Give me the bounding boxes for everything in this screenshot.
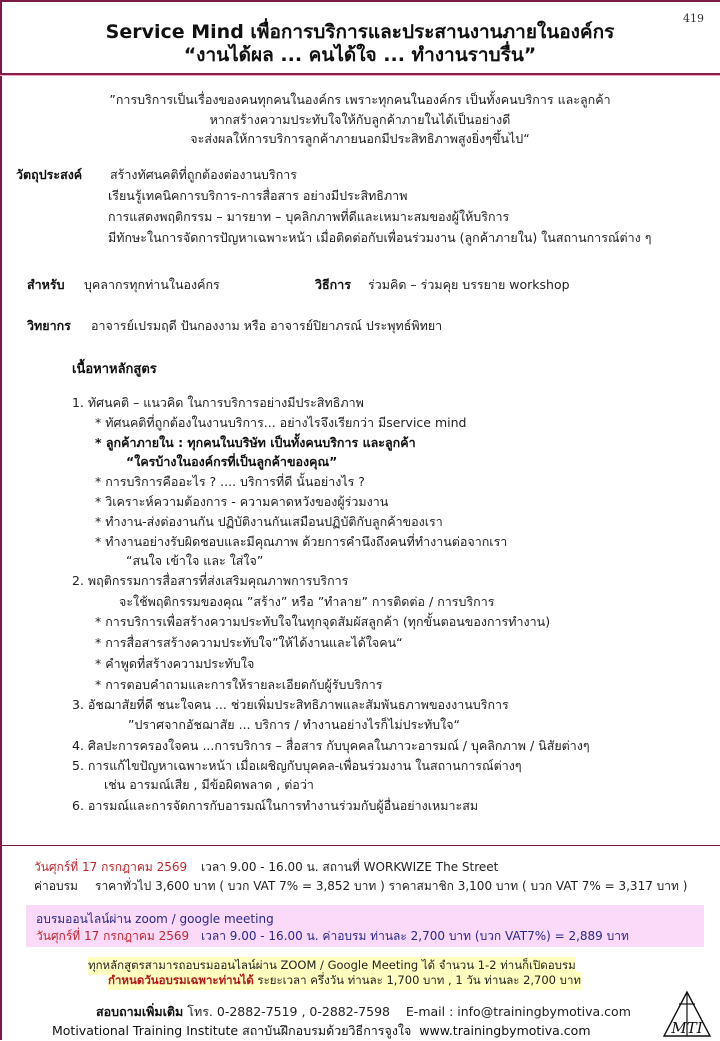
content-subitem: * ทัศนคติที่ถูกต้องในงานบริการ... อย่างไรจึงเรียกว่า มีservice mind bbox=[95, 415, 467, 430]
title-divider-accent bbox=[0, 75, 720, 76]
content-subitem: * การสื่อสารสร้างความประทับใจ”ให้ได้งานและได้ใจคน“ bbox=[95, 635, 403, 650]
method-label: วิธีการ bbox=[315, 277, 351, 292]
frame-top-border bbox=[0, 0, 720, 2]
content-subitem: * ทำงาน-ส่งต่องานกัน ปฏิบัติงานกันเสมือนปฏิบัติกับลูกค้าของเรา bbox=[95, 514, 443, 529]
online-details: เวลา 9.00 - 16.00 น. ค่าอบรม ท่านละ 2,700 บาท (บวก VAT7%) = 2,889 บาท bbox=[201, 929, 629, 943]
audience-value: บุคลากรทุกท่านในองค์กร bbox=[84, 277, 220, 292]
schedule-time-venue: เวลา 9.00 - 16.00 น. สถานที่ WORKWIZE The Street bbox=[201, 860, 499, 874]
schedule-date: วันศุกร์ที่ 17 กรกฎาคม 2569 bbox=[34, 860, 188, 874]
notice-rates: ระยะเวลา ครึ่งวัน ท่านละ 1,700 บาท , 1 วัน ท่านละ 2,700 บาท bbox=[253, 973, 581, 987]
content-heading: เนื้อหาหลักสูตร bbox=[72, 362, 157, 377]
quote-line-2: หากสร้างความประทับใจให้กับลูกค้าภายในได้เป็นอย่างดี bbox=[209, 112, 511, 127]
footer-contact bbox=[96, 1002, 631, 1022]
content-quote: ”ปราศจากอัชฌาสัย ... บริการ / ทำงานอย่างไรก็ไม่ประทับใจ“ bbox=[128, 717, 461, 732]
notice-highlight: กำหนดวันอบรมเฉพาะท่านได้ bbox=[108, 973, 254, 987]
content-quote: “ใครบ้างในองค์กรที่เป็นลูกค้าของคุณ” bbox=[126, 454, 338, 469]
objective-item: เรียนรู้เทคนิคการบริการ-การสื่อสาร อย่างมีประสิทธิภาพ bbox=[108, 188, 408, 203]
audience-label: สำหรับ bbox=[27, 277, 65, 292]
content-topic: 5. การแก้ไขปัญหาเฉพาะหน้า เมื่อเผชิญกับบุคคล-เพื่อนร่วมงาน ในสถานการณ์ต่างๆ bbox=[72, 758, 522, 773]
trainer-value: อาจารย์เปรมฤดี ปันกองงาม หรือ อาจารย์ปิยาภรณ์ ประพุทธ์พิทยา bbox=[91, 318, 443, 333]
page-number: 419 bbox=[683, 12, 704, 25]
contact-email[interactable]: E-mail : info@trainingbymotiva.com bbox=[405, 1004, 631, 1019]
page-subtitle: “งานได้ผล ... คนได้ใจ ... ทำงานราบรื่น” bbox=[183, 44, 537, 66]
page-title: Service Mind เพื่อการบริการและประสานงานภายในองค์กร bbox=[105, 21, 615, 43]
content-subitem: เช่น อารมณ์เสีย , มีข้อผิดพลาด , ต่อว่า bbox=[104, 777, 314, 792]
content-subitem: * การบริการคืออะไร ? .... บริการที่ดี นั้นอย่างไร ? bbox=[95, 474, 365, 489]
content-topic: 4. ศิลปะการครองใจคน ...การบริการ – สื่อสาร กับบุคคลในภาวะอารมณ์ / บุคลิกภาพ / นิสัยต่างๆ bbox=[72, 738, 590, 753]
objective-item: การแสดงพฤติกรรม – มารยาท – บุคลิกภาพที่ดีและเหมาะสมของผู้ให้บริการ bbox=[108, 209, 510, 224]
method-value: ร่วมคิด – ร่วมคุย บรรยาย workshop bbox=[368, 277, 570, 292]
quote-line-1: ”การบริการเป็นเรื่องของคนทุกคนในองค์กร เพราะทุกคนในองค์กร เป็นทั้งคนบริการ และลูกค้า bbox=[109, 92, 611, 107]
content-subitem: * ลูกค้าภายใน : ทุกคนในบริษัท เป็นทั้งคนบริการ และลูกค้า bbox=[95, 435, 416, 450]
logo-text: MTI bbox=[671, 1019, 703, 1037]
online-date: วันศุกร์ที่ 17 กรกฎาคม 2569 bbox=[36, 929, 190, 943]
content-topic: 2. พฤติกรรมการสื่อสารที่ส่งเสริมคุณภาพการบริการ bbox=[72, 573, 349, 588]
fee-label: ค่าอบรม bbox=[34, 879, 78, 893]
frame-left-border bbox=[0, 0, 2, 1040]
notice-line-1: ทุกหลักสูตรสามารถอบรมออนไลน์ผ่าน ZOOM / Google Meeting ได้ จำนวน 1-2 ท่านก็เปิดอบรม bbox=[88, 957, 576, 975]
info-divider bbox=[0, 845, 720, 846]
mti-logo-icon bbox=[662, 990, 712, 1038]
content-subitem: * วิเคราะห์ความต้องการ - ความคาดหวังของผู้ร่วมงาน bbox=[95, 494, 389, 509]
website-link[interactable]: www.trainingbymotiva.com bbox=[419, 1023, 591, 1038]
fee-details: ราคาทั่วไป 3,600 บาท ( บวก VAT 7% = 3,852 บาท ) ราคาสมาชิก 3,100 บาท ( บวก VAT 7% = 3,317 บาท ) bbox=[95, 879, 688, 893]
footer-org bbox=[52, 1021, 591, 1041]
contact-label: สอบถามเพิ่มเติม bbox=[96, 1004, 184, 1019]
content-topic: 6. อารมณ์และการจัดการกับอารมณ์ในการทำงานร่วมกับผู้อื่นอย่างเหมาะสม bbox=[72, 798, 479, 813]
objective-item: มีทักษะในการจัดการปัญหาเฉพาะหน้า เมื่อติดต่อกับเพื่อนร่วมงาน (ลูกค้าภายใน) ในสถานการณ์ต่าง ๆ bbox=[108, 230, 652, 245]
trainer-label: วิทยากร bbox=[27, 318, 71, 333]
objectives-label: วัตถุประสงค์ bbox=[16, 167, 83, 182]
content-subitem: * ทำงานอย่างรับผิดชอบและมีคุณภาพ ด้วยการคำนึงถึงคนที่ทำงานต่อจากเรา bbox=[95, 534, 508, 549]
notice-line-2 bbox=[108, 972, 581, 990]
content-subitem: * การตอบคำถามและการให้รายละเอียดกับผู้รับบริการ bbox=[95, 677, 383, 692]
objective-item: สร้างทัศนคติที่ถูกต้องต่องานบริการ bbox=[110, 167, 298, 182]
content-topic: 3. อัชฌาสัยที่ดี ชนะใจคน ... ช่วยเพิ่มประสิทธิภาพและสัมพันธภาพของงานบริการ bbox=[72, 697, 509, 712]
org-name: Motivational Training Institute สถาบันฝึกอบรมด้วยวิธีการจูงใจ bbox=[52, 1023, 412, 1038]
content-topic: 1. ทัศนคติ – แนวคิด ในการบริการอย่างมีประสิทธิภาพ bbox=[72, 395, 364, 410]
online-title: อบรมออนไลน์ผ่าน zoom / google meeting bbox=[36, 912, 274, 926]
content-quote: จะใช้พฤติกรรมของคุณ ”สร้าง” หรือ ”ทำลาย” การติดต่อ / การบริการ bbox=[119, 594, 495, 609]
content-quote: “สนใจ เข้าใจ และ ใส่ใจ” bbox=[126, 553, 264, 568]
contact-phone: โทร. 0-2882-7519 , 0-2882-7598 bbox=[187, 1004, 390, 1019]
content-subitem: * การบริการเพื่อสร้างความประทับใจในทุกจุดสัมผัสลูกค้า (ทุกขั้นตอนของการทำงาน) bbox=[95, 614, 551, 629]
quote-line-3: จะส่งผลให้การบริการลูกค้าภายนอกมีประสิทธิภาพสูงยิ่งๆขึ้นไป“ bbox=[190, 131, 530, 146]
content-subitem: * คำพูดที่สร้างความประทับใจ bbox=[95, 656, 255, 671]
